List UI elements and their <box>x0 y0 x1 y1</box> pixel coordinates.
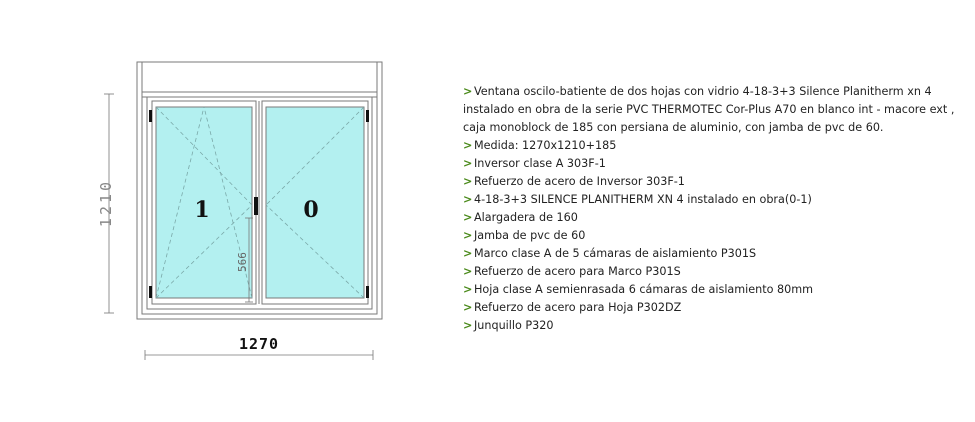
spec-item <box>463 227 963 245</box>
hinge-top-right <box>366 110 369 122</box>
spec-list <box>463 83 963 335</box>
spec-item-text: Junquillo P320 <box>474 319 554 332</box>
spec-item <box>463 191 963 209</box>
spec-item <box>463 137 963 155</box>
spec-item-text: Alargadera de 160 <box>474 211 578 224</box>
spec-item <box>463 263 963 281</box>
hinge-top-left <box>149 110 152 122</box>
spec-description-line: instalado en obra de la serie PVC THERMOTEC Cor-Plus A70 en blanco int - macore ext , <box>463 103 955 116</box>
chevron-right-icon: > <box>463 157 473 170</box>
spec-item-text: 4-18-3+3 SILENCE PLANITHERM XN 4 instalado en obra(0-1) <box>474 193 812 206</box>
spec-item-text: Hoja clase A semienrasada 6 cámaras de aislamiento 80mm <box>474 283 814 296</box>
spec-item-text: Refuerzo de acero de Inversor 303F-1 <box>474 175 685 188</box>
hinge-bottom-left <box>149 286 152 298</box>
chevron-right-icon: > <box>463 85 473 98</box>
spec-item <box>463 173 963 191</box>
spec-item-text: Jamba de pvc de 60 <box>474 229 586 242</box>
spec-item-text: Refuerzo de acero para Hoja P302DZ <box>474 301 682 314</box>
spec-item-text: Inversor clase A 303F-1 <box>474 157 606 170</box>
chevron-right-icon: > <box>463 265 473 278</box>
spec-item-text: Marco clase A de 5 cámaras de aislamiento P301S <box>474 247 757 260</box>
spec-item-text: Refuerzo de acero para Marco P301S <box>474 265 681 278</box>
width-label: 1270 <box>238 335 280 353</box>
spec-item <box>463 245 963 263</box>
chevron-right-icon: > <box>463 175 473 188</box>
chevron-right-icon: > <box>463 193 473 206</box>
handle-height-label: 566 <box>236 252 249 272</box>
chevron-right-icon: > <box>463 211 473 224</box>
handle-icon <box>254 197 258 215</box>
window-diagram <box>0 0 440 422</box>
chevron-right-icon: > <box>463 229 473 242</box>
chevron-right-icon: > <box>463 301 473 314</box>
chevron-right-icon: > <box>463 247 473 260</box>
sash-right-label: 0 <box>303 197 319 223</box>
spec-item <box>463 317 963 335</box>
chevron-right-icon: > <box>463 139 473 152</box>
spec-item-text: Medida: 1270x1210+185 <box>474 139 617 152</box>
spec-item <box>463 281 963 299</box>
spec-item <box>463 155 963 173</box>
sash-left-label: 1 <box>194 197 210 223</box>
spec-description-line: caja monoblock de 185 con persiana de aluminio, con jamba de pvc de 60. <box>463 121 884 134</box>
spec-description <box>463 83 963 101</box>
spec-item <box>463 299 963 317</box>
chevron-right-icon: > <box>463 319 473 332</box>
chevron-right-icon: > <box>463 283 473 296</box>
spec-item <box>463 209 963 227</box>
height-label: 1210 <box>97 178 115 228</box>
hinge-bottom-right <box>366 286 369 298</box>
spec-description-line: Ventana oscilo-batiente de dos hojas con vidrio 4-18-3+3 Silence Planitherm xn 4 <box>474 85 932 98</box>
